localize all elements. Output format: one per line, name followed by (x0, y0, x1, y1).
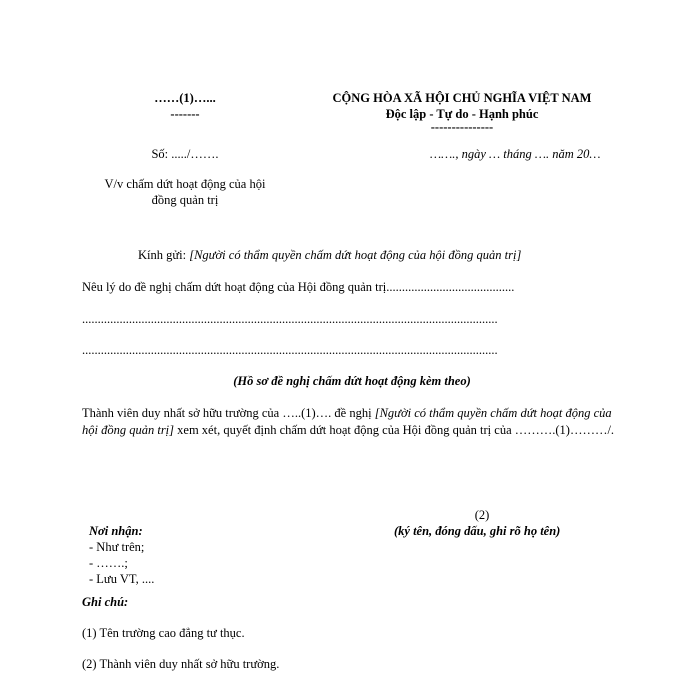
dotted-line-2: ..................................................................................................................................... (82, 343, 498, 357)
request-paragraph (82, 405, 622, 439)
note-1: (1) Tên trường cao đẳng tư thục. (82, 626, 245, 640)
request-text-end: xem xét, quyết định chấm dứt hoạt động của Hội đồng quản trị của ……….(1)………/. (177, 423, 615, 437)
organization-name: ……(1)…... (154, 91, 216, 105)
request-text-start: Thành viên duy nhất sở hữu trường của …..(1)…. đề nghị (82, 406, 372, 420)
document-number: Số: ...../……. (151, 147, 219, 161)
note-2: (2) Thành viên duy nhất sở hữu trường. (82, 657, 280, 671)
addressee-value: [Người có thẩm quyền chấm dứt hoạt động của hội đồng quản trị] (189, 248, 522, 262)
reason-line: Nêu lý do đề nghị chấm dứt hoạt động của Hội đồng quản trị......................................... (82, 280, 515, 294)
motto-divider: --------------- (430, 120, 494, 134)
recipient-item: - Như trên; (89, 540, 145, 554)
signature-number: (2) (474, 508, 490, 522)
dotted-line-1: ..................................................................................................................................... (82, 312, 498, 326)
subject-line-2: đồng quản trị (151, 193, 219, 207)
national-motto: Độc lập - Tự do - Hạnh phúc (385, 107, 539, 121)
attachment-note: (Hồ sơ đề nghị chấm dứt hoạt động kèm theo) (233, 374, 471, 388)
recipients-label: Nơi nhận: (89, 524, 143, 538)
request-authority: [Người có thẩm quyền chấm dứt hoạt động của hội đồng quản trị] (82, 406, 612, 437)
recipient-item: - Lưu VT, .... (89, 572, 155, 586)
signature-instruction: (ký tên, đóng dấu, ghi rõ họ tên) (394, 524, 561, 538)
addressee (138, 248, 521, 264)
place-date: ……., ngày … tháng …. năm 20… (430, 147, 601, 161)
organization-divider: ------- (170, 107, 200, 121)
subject-line-1: V/v chấm dứt hoạt động của hội (104, 177, 266, 191)
notes-label: Ghi chú: (82, 595, 129, 609)
addressee-label: Kính gửi: (138, 248, 187, 262)
recipient-item: - …….; (89, 556, 128, 570)
country-name: CỘNG HÒA XÃ HỘI CHỦ NGHĨA VIỆT NAM (332, 91, 592, 105)
